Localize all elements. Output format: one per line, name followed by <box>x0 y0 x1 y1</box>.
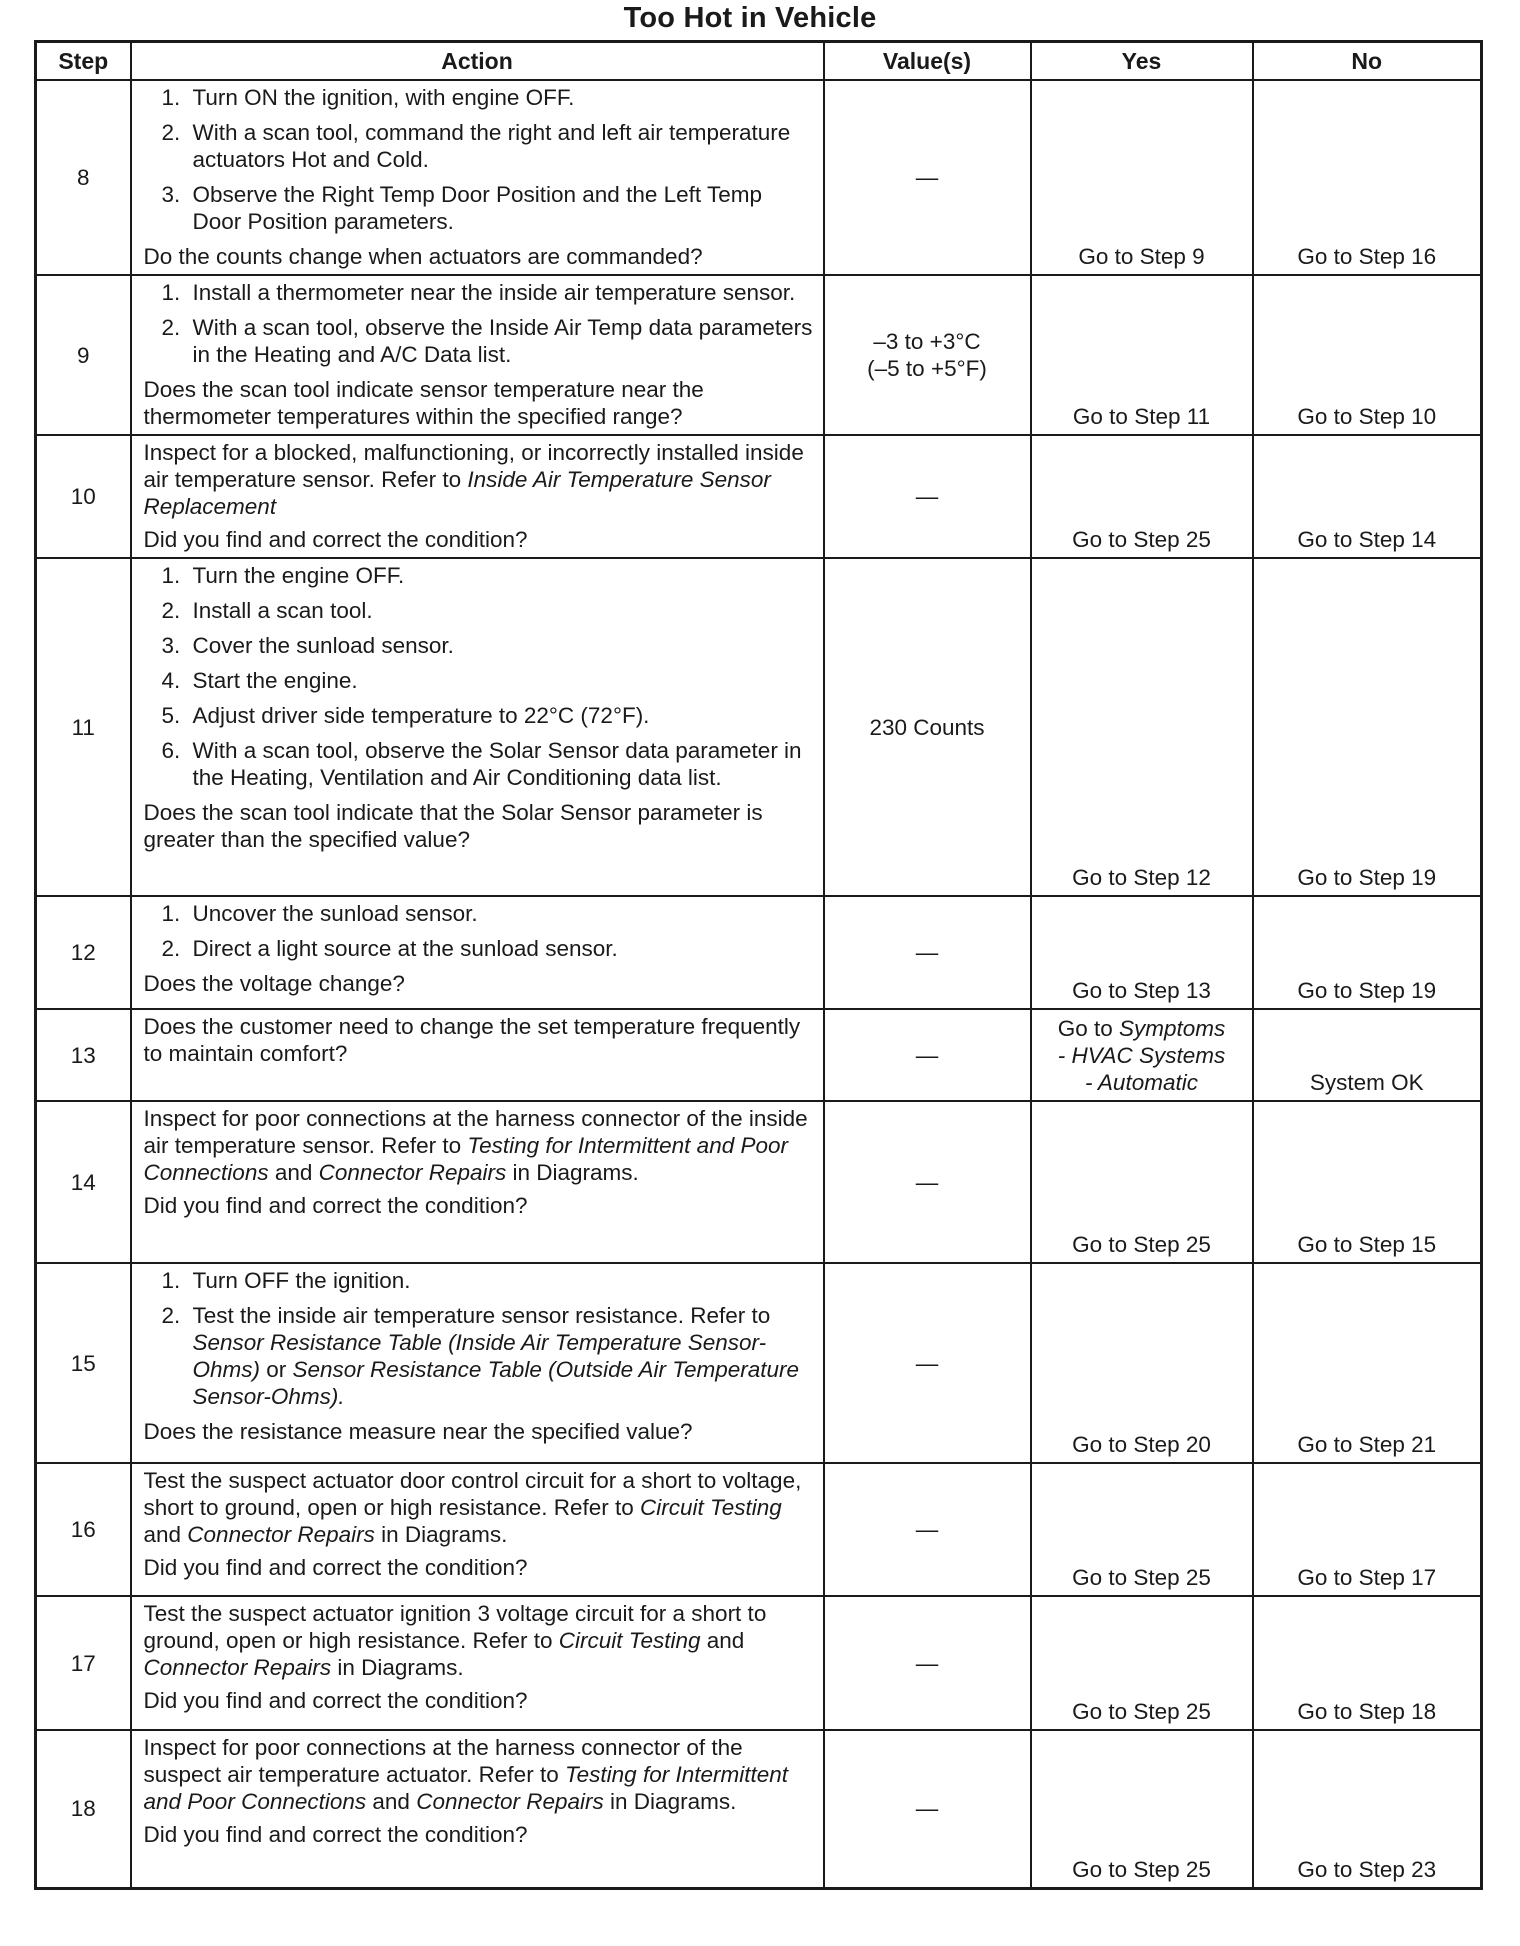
action-item: 6. With a scan tool, observe the Solar Sensor data parameter in the Heating, Ventilation and Air Conditioning data list. <box>187 737 815 791</box>
no-result: Go to Step 21 <box>1297 1432 1437 1457</box>
action-item: 2. Install a scan tool. <box>187 597 815 624</box>
value-cell: — <box>824 435 1031 558</box>
reference-link: Circuit Testing <box>558 1628 701 1653</box>
step-number: 12 <box>36 896 131 1009</box>
no-cell <box>1253 435 1482 558</box>
table-row <box>36 558 1482 896</box>
action-item: 3. Observe the Right Temp Door Position and the Left Temp Door Position parameters. <box>187 181 815 235</box>
header-no: No <box>1253 42 1482 81</box>
action-question: Does the voltage change? <box>143 971 405 996</box>
yes-result: Go to Step 20 <box>1072 1432 1211 1457</box>
yes-cell <box>1031 558 1253 896</box>
action-item: 2. Direct a light source at the sunload sensor. <box>187 935 815 962</box>
header-yes: Yes <box>1031 42 1253 81</box>
action-question: Did you find and correct the condition? <box>143 527 528 552</box>
table-row <box>36 275 1482 435</box>
step-number: 9 <box>36 275 131 435</box>
yes-cell <box>1031 275 1253 435</box>
action-question: Did you find and correct the condition? <box>143 1193 528 1218</box>
value-cell: — <box>824 1009 1031 1101</box>
action-cell <box>131 80 824 275</box>
no-result: Go to Step 15 <box>1297 1232 1437 1257</box>
action-question: Does the scan tool indicate that the Solar Sensor parameter is greater than the specified value? <box>143 800 763 852</box>
action-paragraph: Inspect for poor connections at the harness connector of the suspect air temperature actuator. Refer to Testing for Intermittent and Poor Connections and Connector Repairs in Diagrams. <box>143 1735 788 1814</box>
value-cell: — <box>824 896 1031 1009</box>
action-question: Did you find and correct the condition? <box>143 1688 528 1713</box>
step-number: 16 <box>36 1463 131 1596</box>
action-cell <box>131 1101 824 1263</box>
action-item: 1. Turn the engine OFF. <box>187 562 815 589</box>
action-question: Do the counts change when actuators are commanded? <box>143 244 703 269</box>
step-number: 15 <box>36 1263 131 1463</box>
no-cell <box>1253 896 1482 1009</box>
yes-cell <box>1031 1730 1253 1888</box>
step-number: 18 <box>36 1730 131 1888</box>
table-row <box>36 80 1482 275</box>
reference-link: Symptoms <box>1119 1016 1226 1041</box>
table-row <box>36 1596 1482 1730</box>
action-item: 1. Install a thermometer near the inside air temperature sensor. <box>187 279 815 306</box>
value-line: –3 to +3°C <box>873 329 981 354</box>
no-cell <box>1253 558 1482 896</box>
yes-result-line: - Automatic <box>1085 1070 1198 1095</box>
action-item: 2. Test the inside air temperature sensor resistance. Refer to Sensor Resistance Table (Inside Air Temperature Sensor-Ohms) or Sensor Resistance Table (Outside Air Temperature Sensor-Ohms). <box>187 1302 815 1410</box>
yes-cell <box>1031 1263 1253 1463</box>
action-question: Does the resistance measure near the specified value? <box>143 1419 693 1444</box>
step-number: 14 <box>36 1101 131 1263</box>
action-question: Did you find and correct the condition? <box>143 1822 528 1847</box>
reference-link: Connector Repairs <box>187 1522 375 1547</box>
reference-link: Connector Repairs <box>416 1789 604 1814</box>
reference-link: Connector Repairs <box>143 1655 332 1680</box>
table-row <box>36 1730 1482 1888</box>
step-number: 11 <box>36 558 131 896</box>
reference-link: Circuit Testing <box>640 1495 782 1520</box>
yes-result: Go to Step 25 <box>1072 1856 1211 1882</box>
action-cell <box>131 1009 824 1101</box>
reference-link: Testing for Intermittent and Poor Connections <box>143 1762 788 1814</box>
yes-result: Go to Symptoms <box>1057 1016 1226 1041</box>
yes-cell <box>1031 1009 1253 1101</box>
step-number: 13 <box>36 1009 131 1101</box>
value-cell: — <box>824 1463 1031 1596</box>
no-result: Go to Step 19 <box>1297 978 1437 1003</box>
step-number: 8 <box>36 80 131 275</box>
yes-cell <box>1031 435 1253 558</box>
diagnostic-table <box>34 40 1483 1890</box>
yes-result: Go to Step 12 <box>1072 865 1211 890</box>
yes-result: Go to Step 25 <box>1072 1699 1211 1724</box>
no-cell <box>1253 1463 1482 1596</box>
no-cell <box>1253 1009 1482 1101</box>
yes-cell <box>1031 1596 1253 1730</box>
no-result: Go to Step 10 <box>1297 404 1437 429</box>
action-item: 2. With a scan tool, observe the Inside Air Temp data parameters in the Heating and A/C Data list. <box>187 314 815 368</box>
action-cell <box>131 896 824 1009</box>
no-cell <box>1253 1263 1482 1463</box>
action-paragraph: Test the suspect actuator ignition 3 voltage circuit for a short to ground, open or high resistance. Refer to Circuit Testing and Connector Repairs in Diagrams. <box>143 1601 767 1680</box>
step-number: 10 <box>36 435 131 558</box>
action-cell <box>131 1596 824 1730</box>
table-row <box>36 435 1482 558</box>
yes-result: Go to Step 25 <box>1072 527 1211 552</box>
action-item: 5. Adjust driver side temperature to 22°C (72°F). <box>187 702 815 729</box>
no-result: Go to Step 16 <box>1297 244 1437 269</box>
table-row <box>36 1463 1482 1596</box>
header-step: Step <box>36 42 131 81</box>
value-cell: — <box>824 80 1031 275</box>
reference-link: Inside Air Temperature Sensor Replacement <box>143 467 771 519</box>
no-result: Go to Step 14 <box>1297 527 1437 552</box>
page-title: Too Hot in Vehicle <box>623 2 877 34</box>
yes-result: Go to Step 13 <box>1072 978 1211 1003</box>
yes-cell <box>1031 1463 1253 1596</box>
action-cell <box>131 1463 824 1596</box>
yes-cell <box>1031 80 1253 275</box>
step-number: 17 <box>36 1596 131 1730</box>
action-paragraph: Inspect for poor connections at the harness connector of the inside air temperature sensor. Refer to Testing for Intermittent and Poor Connections and Connector Repairs in Diagrams. <box>143 1106 808 1185</box>
action-question: Does the customer need to change the set temperature frequently to maintain comfort? <box>143 1014 801 1066</box>
yes-result: Go to Step 11 <box>1072 404 1211 429</box>
action-cell <box>131 275 824 435</box>
action-cell <box>131 1730 824 1888</box>
no-cell <box>1253 1101 1482 1263</box>
header-action: Action <box>131 42 824 81</box>
yes-result: Go to Step 25 <box>1072 1232 1211 1257</box>
action-cell <box>131 1263 824 1463</box>
action-item: 1. Uncover the sunload sensor. <box>187 900 815 927</box>
header-values: Value(s) <box>824 42 1031 81</box>
header-row <box>36 42 1482 81</box>
value-cell: — <box>824 1596 1031 1730</box>
action-item: 1. Turn ON the ignition, with engine OFF. <box>187 84 815 111</box>
no-cell <box>1253 275 1482 435</box>
action-paragraph: Inspect for a blocked, malfunctioning, or incorrectly installed inside air temperature sensor. Refer to Inside Air Temperature Sensor Replacement <box>143 440 804 519</box>
table-row <box>36 1009 1482 1101</box>
action-item: 3. Cover the sunload sensor. <box>187 632 815 659</box>
yes-result: Go to Step 9 <box>1078 244 1205 269</box>
no-cell <box>1253 1596 1482 1730</box>
table-row <box>36 1263 1482 1463</box>
action-cell <box>131 435 824 558</box>
value-cell: — <box>824 1263 1031 1463</box>
no-result: Go to Step 23 <box>1297 1856 1437 1882</box>
action-item: 2. With a scan tool, command the right and left air temperature actuators Hot and Cold. <box>187 119 815 173</box>
no-result: Go to Step 17 <box>1297 1565 1437 1590</box>
action-cell <box>131 558 824 896</box>
reference-link: Sensor Resistance Table (Inside Air Temperature Sensor-Ohms) <box>192 1330 767 1382</box>
yes-cell <box>1031 1101 1253 1263</box>
value-cell: — <box>824 1730 1031 1888</box>
yes-result: Go to Step 25 <box>1072 1565 1211 1590</box>
no-result: Go to Step 19 <box>1297 865 1437 890</box>
table-row <box>36 896 1482 1009</box>
yes-result-line: - HVAC Systems <box>1057 1043 1226 1068</box>
action-paragraph: Test the suspect actuator door control circuit for a short to voltage, short to ground, open or high resistance. Refer to Circuit Testing and Connector Repairs in Diagrams. <box>143 1468 802 1547</box>
action-question: Does the scan tool indicate sensor temperature near the thermometer temperatures within the specified range? <box>143 377 704 429</box>
value-cell: — <box>824 1101 1031 1263</box>
value-cell <box>824 275 1031 435</box>
table-row <box>36 1101 1482 1263</box>
reference-link: Testing for Intermittent and Poor Connections <box>143 1133 788 1185</box>
yes-cell <box>1031 896 1253 1009</box>
no-cell <box>1253 1730 1482 1888</box>
action-question: Did you find and correct the condition? <box>143 1555 528 1580</box>
value-line: (–5 to +5°F) <box>867 356 987 381</box>
no-cell <box>1253 80 1482 275</box>
action-item: 1. Turn OFF the ignition. <box>187 1267 815 1294</box>
reference-link: Sensor Resistance Table (Outside Air Temperature Sensor-Ohms). <box>192 1357 800 1409</box>
no-result: System OK <box>1309 1070 1424 1095</box>
no-result: Go to Step 18 <box>1297 1699 1437 1724</box>
value-cell: 230 Counts <box>824 558 1031 896</box>
reference-link: Connector Repairs <box>318 1160 507 1185</box>
action-item: 4. Start the engine. <box>187 667 815 694</box>
